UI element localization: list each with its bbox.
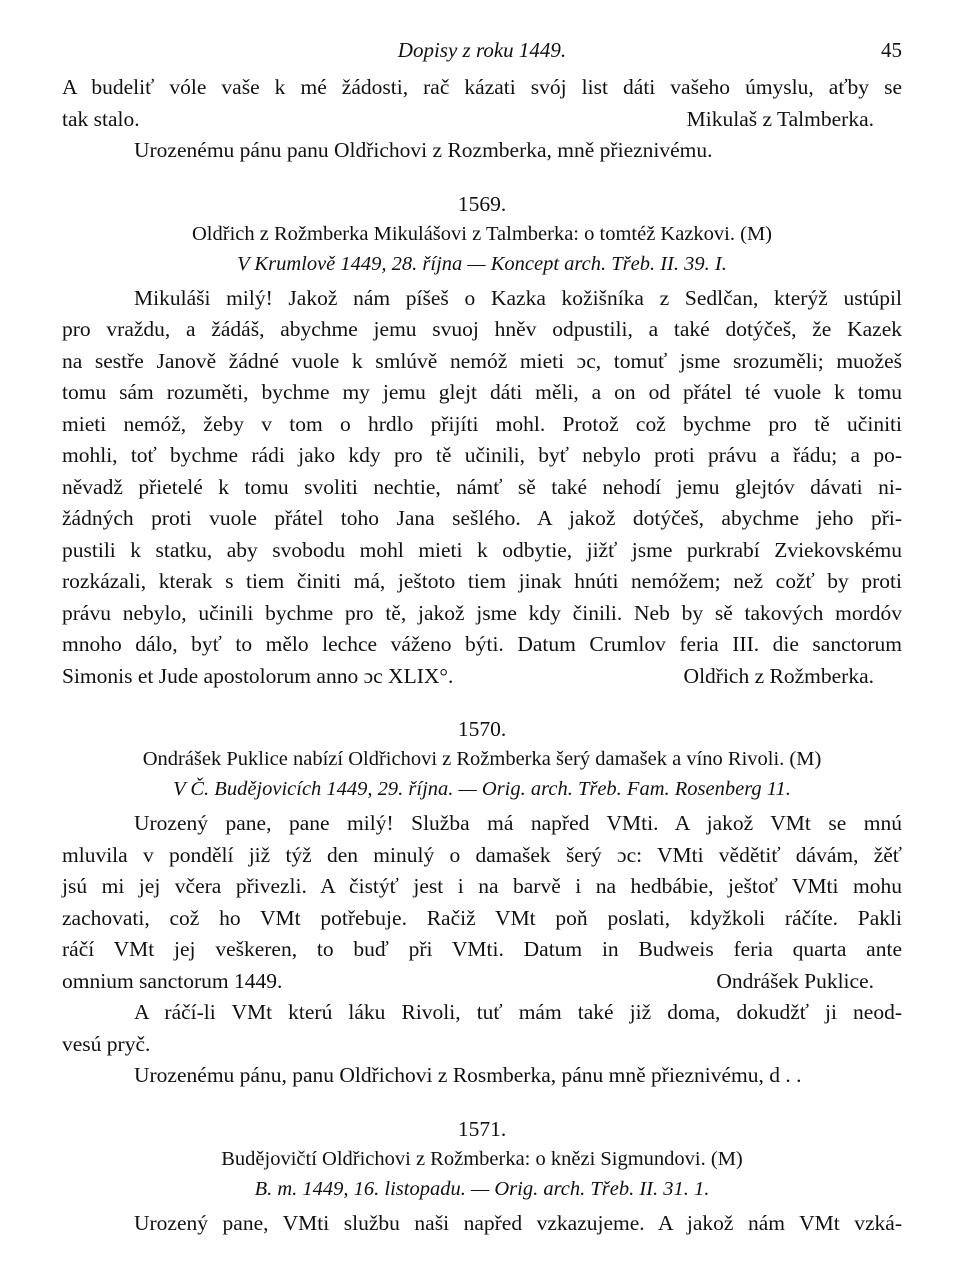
letter-1570 — [62, 714, 902, 1092]
document-source: B. m. 1449, 16. listopadu. — Orig. arch. Třeb. II. 31. 1. — [254, 1177, 710, 1200]
page-header — [62, 38, 902, 72]
letter-1571 — [62, 1114, 902, 1240]
prev-letter-ending — [62, 72, 902, 167]
document-summary: Oldřich z Rožmberka Mikulášovi z Talmberka: o tomtéž Kazkovi. (M) — [192, 222, 772, 245]
signature: Oldřich z Rožmberka. — [683, 663, 874, 688]
book-page — [62, 38, 902, 1239]
document-number: 1571. — [457, 1116, 507, 1141]
text-line: jsú mi jej včera přivezli. A čistýť jest i na barvě i na hedbábie, ještoť VMti mohu — [62, 874, 902, 898]
text-line: zachovati, což ho VMt potřebuje. Račiž VMt poň poslati, kdyžkoli ráčíte. Pakli — [62, 905, 902, 930]
text-line: Mikuláši milý! Jakož nám píšeš o Kazka kožišníka z Sedlčan, kterýž ustúpil — [134, 285, 902, 310]
text-line: rozkázali, kterak s tiem činiti má, ještoto tiem jinak hnúti nemóžem; než cožť by proti — [62, 569, 902, 593]
text-line: mohli, toť bychme rádi jako kdy pro tě učinili, byť nebylo proti právu a řádu; a po- — [62, 443, 902, 467]
text-line: právu nebylo, učinili bychme pro tě, jakož jsme kdy činili. Neb by sě takových mordóv — [62, 600, 902, 625]
signature: Ondrášek Puklice. — [716, 968, 874, 993]
text-line: na sestře Janově žádné vuole k smlúvě nemóž mieti ɔc, tomuť jsme srozuměli; muožeš — [62, 348, 902, 373]
closing-line — [62, 104, 902, 136]
letter-address: Urozenému pánu panu Oldřichovi z Rozmberka, mně přieznivému. — [134, 138, 713, 162]
text-line: pro vraždu, a žádáš, abychme jemu svuoj hněv odpustili, a také dotýčeš, že Kazek — [62, 317, 902, 341]
postscript-line: A ráčí-li VMt kterú láku Rivoli, tuť mám také již doma, dokudžť ji neod- — [134, 1000, 902, 1024]
page-number: 45 — [881, 38, 902, 62]
text-line: A budeliť vóle vaše k mé žádosti, rač kázati svój list dáti vašeho úmyslu, aťby se — [62, 75, 902, 99]
text-line: ráčí VMt jej veškeren, to buď při VMti. Datum in Budweis feria quarta ante — [62, 937, 902, 961]
text-fragment: omnium sanctorum 1449. — [62, 968, 283, 993]
text-line: pustili k statku, aby svobodu mohl mieti k odbytie, jižť jsme purkrabí Zviekovskému — [62, 537, 902, 562]
text-line: něvadž přietelé k tomu svoliti nechtie, námť sě také nehodí jemu glejtóv dávati ni- — [62, 474, 902, 499]
text-line: mnoho dálo, byť to mělo lechce váženo býti. Datum Crumlov feria III. die sanctorum — [62, 632, 902, 656]
text-line: tomu sám rozuměti, bychme my jemu glejt dáti měli, a on od přátel té vuole k tomu — [62, 380, 902, 404]
text-line: Urozený pane, pane milý! Služba má napřed VMti. A jakož VMt se mnú — [134, 811, 902, 835]
closing-line — [62, 966, 902, 998]
document-summary: Ondrášek Puklice nabízí Oldřichovi z Rožmberka šerý damašek a víno Rivoli. (M) — [142, 748, 822, 770]
text-line: Urozený pane, VMti službu naši napřed vzkazujeme. A jakož nám VMt vzká- — [134, 1210, 902, 1235]
document-summary: Budějovičtí Oldřichovi z Rožmberka: o knězi Sigmundovi. (M) — [221, 1147, 743, 1170]
signature: Mikulaš z Talmberka. — [686, 106, 874, 131]
document-source: V Č. Budějovicích 1449, 29. října. — Orig. arch. Třeb. Fam. Rosenberg 11. — [173, 778, 791, 800]
text-line: žádných proti vuole přátel toho Jana sešlého. A jakož dotýčeš, abychme jeho při- — [62, 506, 902, 530]
letter-1569 — [62, 189, 902, 693]
running-title: Dopisy z roku 1449. — [397, 38, 567, 62]
closing-line — [62, 661, 902, 693]
postscript-line: vesú pryč. — [62, 1031, 151, 1056]
document-source: V Krumlově 1449, 28. října — Koncept arch. Třeb. II. 39. I. — [237, 252, 727, 275]
letter-address: Urozenému pánu, panu Oldřichovi z Rosmberka, pánu mně přieznivému, d . . — [134, 1063, 802, 1087]
text-fragment: Simonis et Jude apostolorum anno ɔc XLIX°. — [62, 663, 454, 688]
text-fragment: tak stalo. — [62, 106, 140, 131]
document-number: 1570. — [457, 717, 507, 741]
document-number: 1569. — [457, 191, 507, 216]
text-line: mieti nemóž, žeby v tom o hrdlo přijíti mohl. Protož což bychme pro tě učiniti — [62, 411, 902, 436]
text-line: mluvila v pondělí již týž den minulý o damašek šerý ɔc: VMti vědětiť dávám, žěť — [62, 842, 902, 867]
